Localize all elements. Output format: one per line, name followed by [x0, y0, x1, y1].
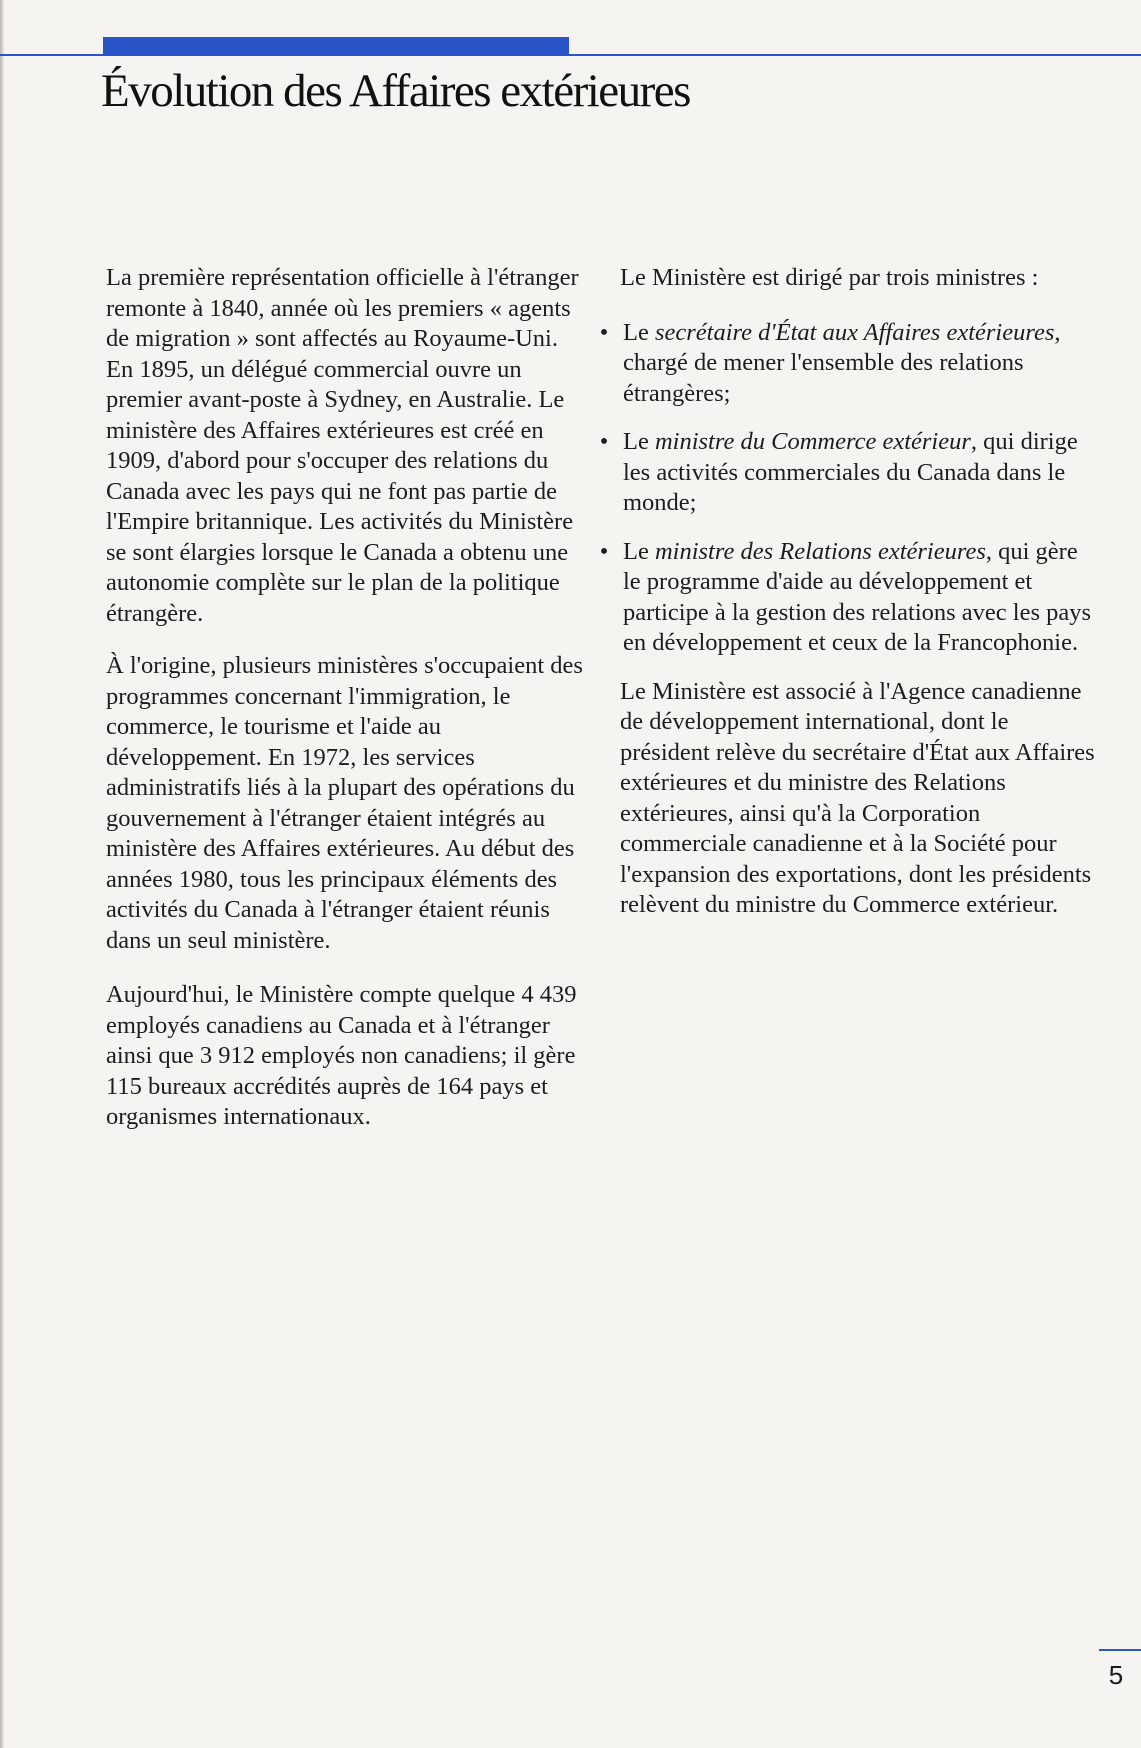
paragraph-today: Aujourd'hui, le Ministère compte quelque 4 439 employés canadiens au Canada et à l'étranger ainsi que 3 912 employés non canadiens; il gère 115 bureaux accrédités auprès de 164 pays et organismes internationaux.: [106, 981, 577, 1130]
list-item: [599, 318, 1100, 410]
bullet-prefix: Le: [623, 428, 655, 455]
bullet-icon: •: [599, 428, 609, 455]
bullet-icon: •: [599, 318, 609, 346]
header-accent-bar: [103, 37, 569, 56]
bullet-icon: •: [599, 537, 609, 565]
bullet-suffix: , qui gère le programme d'aide au développement et participe à la gestion des relations avec les pays en développement et ceux de la Francophonie.: [623, 537, 1092, 656]
bullet-prefix: Le: [623, 318, 655, 346]
bullet-prefix: Le: [623, 537, 655, 565]
list-item: [599, 427, 1100, 519]
paragraph-associations: Le Ministère est associé à l'Agence canadienne de développement international, dont le président relève du secrétaire d'État aux Affaires extérieures et du ministre des Relations extérieures, ainsi qu'à la Corporation commerciale canadienne et à la Société pour l'expansion des exportations, dont les présidents relèvent du ministre du Commerce extérieur.: [620, 677, 1095, 918]
page-left-edge-shadow: [0, 0, 4, 1748]
minister-title: ministre des Relations extérieures: [654, 537, 986, 565]
bullet-suffix: , chargé de mener l'ensemble des relations étrangères;: [623, 318, 1061, 407]
page-number: 5: [1108, 1660, 1124, 1690]
right-column: [599, 263, 1100, 945]
ministers-list: [599, 318, 1100, 659]
paragraph-origins: À l'origine, plusieurs ministères s'occupaient des programmes concernant l'immigration, le commerce, le tourisme et l'aide au développement. En 1972, les services administratifs liés à la plupart des opérations du gouvernement à l'étranger étaient intégrés au ministère des Affaires extérieures. Au début des années 1980, tous les principaux éléments des activités du Canada à l'étranger étaient réunis dans un seul ministère.: [106, 652, 583, 954]
footer-rule-line: [1099, 1649, 1141, 1651]
paragraph-ministers-intro: Le Ministère est dirigé par trois ministres :: [620, 264, 1039, 291]
list-item: [599, 537, 1100, 659]
bullet-suffix: , qui dirige les activités commerciales du Canada dans le monde;: [623, 428, 1078, 516]
left-column: [106, 263, 588, 1157]
bullet-text: [623, 319, 1061, 407]
minister-title: ministre du Commerce extérieur: [654, 428, 971, 455]
page-title: Évolution des Affaires extérieures: [101, 65, 690, 117]
paragraph-history: La première représentation officielle à l'étranger remonte à 1840, année où les premiers « agents de migration » sont affectés au Royaume-Uni. En 1895, un délégué commercial ouvre un premier avant-poste à Sydney, en Australie. Le ministère des Affaires extérieures est créé en 1909, d'abord pour s'occuper des relations du Canada avec les pays qui ne font pas partie de l'Empire britannique. Les activités du Ministère se sont élargies lorsque le Canada a obtenu une autonomie complète sur le plan de la politique étrangère.: [106, 264, 579, 627]
bullet-text: [623, 428, 1078, 516]
minister-title: secrétaire d'État aux Affaires extérieures: [654, 318, 1055, 346]
bullet-text: [623, 538, 1091, 657]
